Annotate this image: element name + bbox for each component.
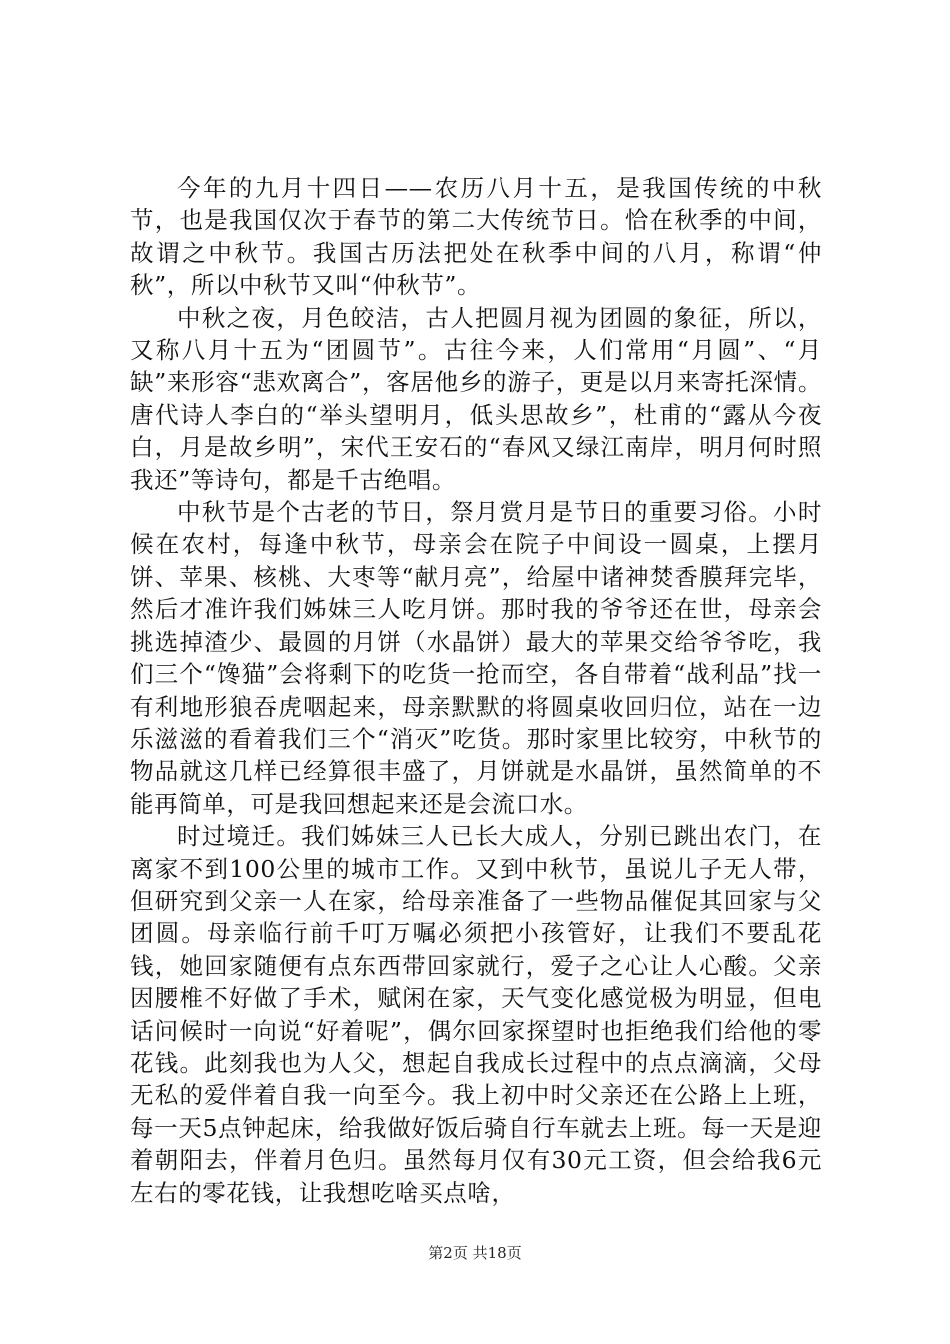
paragraph-1: 今年的九月十四日——农历八月十五，是我国传统的中秋节，也是我国仅次于春节的第二大传统节日。恰在秋季的中间，故谓之中秋节。我国古历法把处在秋季中间的八月，称谓“仲秋”，所以中秋节又叫“仲秋节”。	[130, 174, 822, 300]
paragraph-2: 中秋之夜，月色皎洁，古人把圆月视为团圆的象征，所以，又称八月十五为“团圆节”。古往今来，人们常用“月圆”、“月缺”来形容“悲欢离合”，客居他乡的游子，更是以月来寄托深情。唐代诗人李白的“举头望明月，低头思故乡”，杜甫的“露从今夜白，月是故乡明”，宋代王安石的“春风又绿江南岸，明月何时照我还”等诗句，都是千古绝唱。	[130, 303, 822, 494]
document-body	[130, 172, 822, 1209]
page-number-footer: 第2页 共18页	[428, 1244, 522, 1262]
paragraph-4: 时过境迁。我们姊妹三人已长大成人，分别已跳出农门，在离家不到100公里的城市工作。又到中秋节，虽说儿子无人带，但研究到父亲一人在家，给母亲准备了一些物品催促其回家与父团圆。母亲临行前千叮万嘱必须把小孩管好，让我们不要乱花钱，她回家随便有点东西带回家就行，爱子之心让人心酸。父亲因腰椎不好做了手术，赋闲在家，天气变化感觉极为明显，但电话问候时一向说“好着呢”，偶尔回家探望时也拒绝我们给他的零花钱。此刻我也为人父，想起自我成长过程中的点点滴滴，父母无私的爱伴着自我一向至今。我上初中时父亲还在公路上上班，每一天5点钟起床，给我做好饭后骑自行车就去上班。每一天是迎着朝阳去，伴着月色归。虽然每月仅有30元工资，但会给我6元左右的零花钱，让我想吃啥买点啥，	[130, 822, 822, 1207]
paragraph-3: 中秋节是个古老的节日，祭月赏月是节日的重要习俗。小时候在农村，每逢中秋节，母亲会在院子中间设一圆桌，上摆月饼、苹果、核桃、大枣等“献月亮”，给屋中诸神焚香膜拜完毕，然后才准许我们姊妹三人吃月饼。那时我的爷爷还在世，母亲会挑选掉渣少、最圆的月饼（水晶饼）最大的苹果交给爷爷吃，我们三个“馋猫”会将剩下的吃货一抢而空，各自带着“战利品”找一有利地形狼吞虎咽起来，母亲默默的将圆桌收回归位，站在一边乐滋滋的看着我们三个“消灭”吃货。那时家里比较穷，中秋节的物品就这几样已经算很丰盛了，月饼就是水晶饼，虽然简单的不能再简单，可是我回想起来还是会流口水。	[130, 498, 822, 818]
